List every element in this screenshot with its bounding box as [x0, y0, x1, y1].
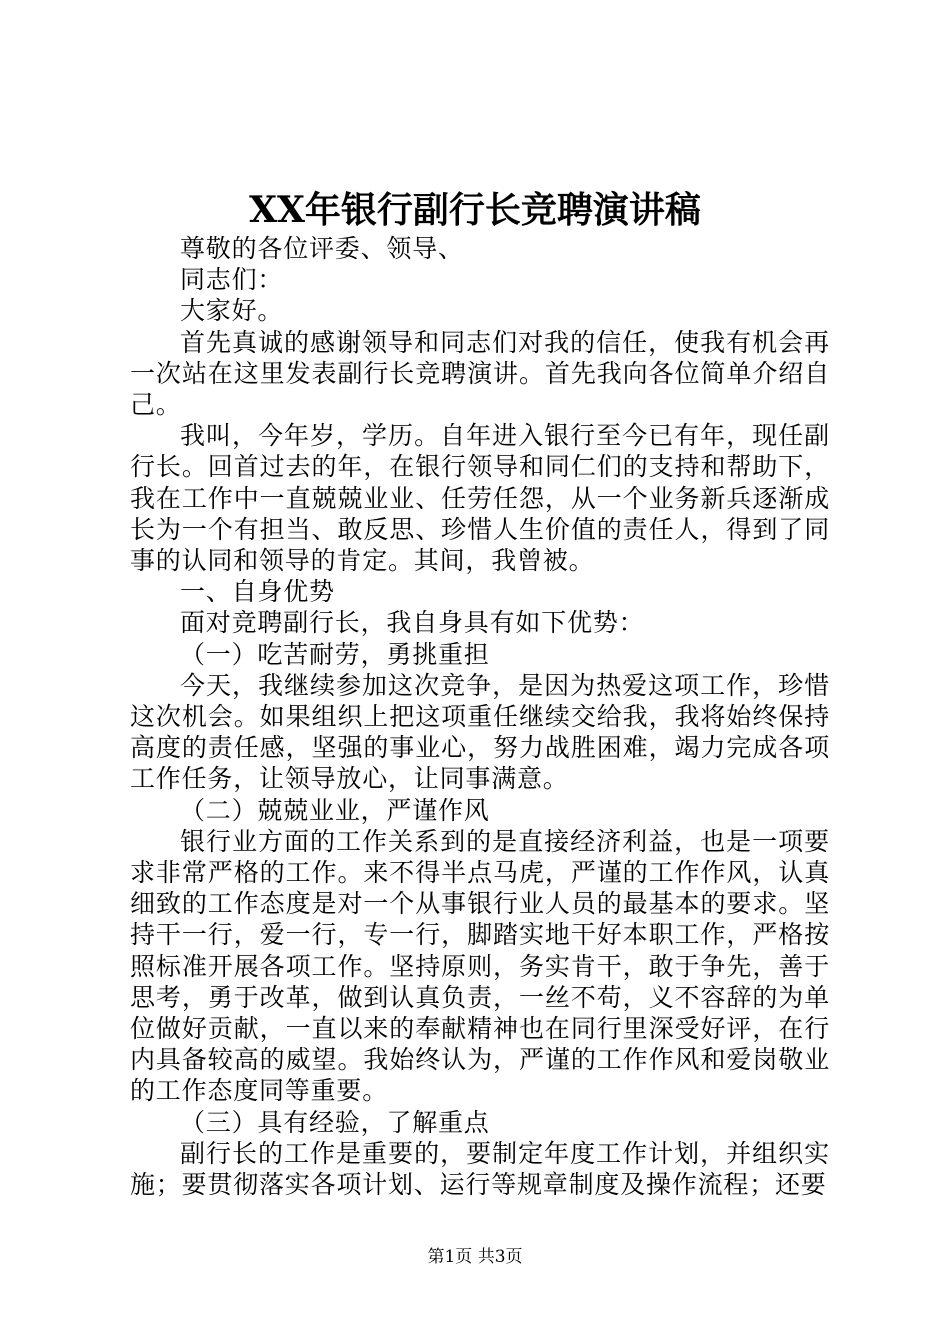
body-paragraph: 副行长的工作是重要的，要制定年度工作计划，并组织实施；要贯彻落实各项计划、运行等规章制度及操作流程；还要	[130, 1138, 830, 1200]
body-paragraph: 首先真诚的感谢领导和同志们对我的信任，使我有机会再一次站在这里发表副行长竞聘演讲。首先我向各位简单介绍自己。	[130, 327, 830, 420]
subsection-heading: （一）吃苦耐劳，勇挑重担	[180, 639, 490, 669]
salutation-line: 尊敬的各位评委、领导、	[180, 234, 464, 263]
body-paragraph: 今天，我继续参加这次竞争，是因为热爱这项工作，珍惜这次机会。如果组织上把这项重任继续交给我，我将始终保持高度的责任感，坚强的事业心，努力战胜困难，竭力完成各项工作任务，让领导放心，让同事满意。	[130, 670, 830, 794]
salutation-line: 同志们：	[180, 265, 284, 295]
document-body	[130, 233, 830, 1200]
section-heading: 一、自身优势	[180, 577, 335, 607]
subsection-heading: （三）具有经验，了解重点	[180, 1107, 490, 1137]
greeting-line: 大家好。	[180, 296, 284, 326]
document-title: XX年银行副行长竞聘演讲稿	[249, 189, 701, 231]
body-paragraph: 银行业方面的工作关系到的是直接经济利益，也是一项要求非常严格的工作。来不得半点马虎，严谨的工作作风，认真细致的工作态度是对一个从事银行业人员的最基本的要求。坚持干一行，爱一行，专一行，脚踏实地干好本职工作，严格按照标准开展各项工作。坚持原则，务实肯干，敢于争先，善于思考，勇于改革，做到认真负责，一丝不苟，义不容辞的为单位做好贡献，一直以来的奉献精神也在同行里深受好评，在行内具备较高的威望。我始终认为，严谨的工作作风和爱岗敬业的工作态度同等重要。	[130, 826, 830, 1106]
body-paragraph: 面对竞聘副行长，我自身具有如下优势：	[180, 608, 645, 638]
subsection-heading: （二）兢兢业业，严谨作风	[180, 795, 490, 825]
body-paragraph: 我叫，今年岁，学历。自年进入银行至今已有年，现任副行长。回首过去的年，在银行领导和同仁们的支持和帮助下，我在工作中一直兢兢业业、任劳任怨，从一个业务新兵逐渐成长为一个有担当、敢反思、珍惜人生价值的责任人，得到了同事的认同和领导的肯定。其间，我曾被。	[130, 421, 830, 576]
page-footer: 第1页 共3页	[427, 1247, 523, 1267]
